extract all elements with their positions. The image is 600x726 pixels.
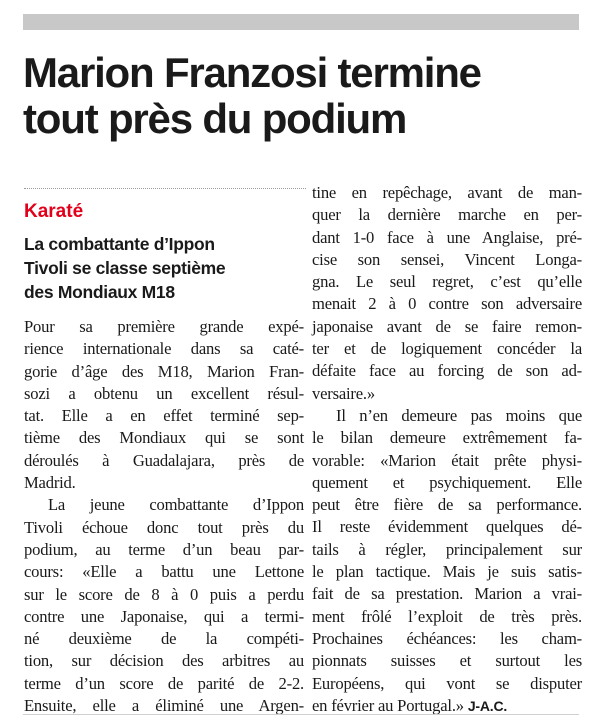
- body-line: tails à régler, principalement sur: [312, 539, 582, 559]
- body-line: peut être fière de sa performance.: [312, 495, 582, 515]
- body-line: tat. Elle a en effet terminé sep-: [24, 406, 304, 426]
- body-line: quement et psychiquement. Elle: [312, 472, 582, 492]
- body-line: cise son sensei, Vincent Longa-: [312, 249, 582, 269]
- body-line: tième des Mondiaux qui se sont: [24, 428, 304, 448]
- body-line: Pour sa première grande expé-: [24, 317, 304, 336]
- headline-line-2: tout près du podium: [23, 95, 407, 142]
- body-line: en février au Portugal.»: [312, 695, 464, 715]
- body-line: gorie d’âge des M18, Marion Fran-: [24, 361, 304, 381]
- body-line: japonaise avant de se faire remon-: [312, 316, 582, 336]
- body-line: tine en repêchage, avant de man-: [312, 183, 582, 202]
- body-line: ter et de logiquement concéder la: [312, 339, 582, 359]
- body-column-right: [312, 182, 582, 717]
- author-signature: J-A.C.: [467, 697, 508, 714]
- body-line: gna. Le seul regret, c’est qu’elle: [312, 272, 582, 292]
- standfirst-line: des Mondiaux M18: [24, 282, 175, 302]
- body-line: sur le score de 8 à 0 puis a perdu: [24, 584, 304, 604]
- body-line: Européens, qui vont se disputer: [312, 673, 582, 693]
- body-line: Il reste évidemment quelques dé-: [312, 517, 582, 537]
- body-column-left: [24, 316, 304, 717]
- body-line: Madrid.: [24, 473, 76, 493]
- body-line: La jeune combattante d’Ippon: [48, 495, 304, 515]
- top-bar: [23, 14, 579, 30]
- body-line: tion, sur décision des arbitres au: [24, 651, 304, 671]
- body-line: déroulés à Guadalajara, près de: [24, 450, 304, 470]
- body-line: terme d’un score de parité de 2-2.: [24, 673, 304, 693]
- body-line: vorable: «Marion était prête physi-: [312, 450, 582, 470]
- body-line: né deuxième de la compéti-: [24, 629, 304, 649]
- body-line: Prochaines échéances: les cham-: [312, 628, 582, 648]
- body-line: Tivoli échoue donc tout près du: [24, 517, 304, 537]
- body-line: versaire.»: [312, 383, 375, 403]
- body-line: dant 1-0 face à une Anglaise, pré-: [312, 227, 582, 247]
- headline: [23, 50, 583, 142]
- standfirst: [24, 232, 304, 304]
- body-line: Il n’en demeure pas moins que: [336, 405, 582, 425]
- section-rule: [24, 188, 306, 189]
- bottom-rule: [23, 714, 579, 715]
- body-line: rience internationale dans sa caté-: [24, 339, 304, 359]
- body-line: sozi a obtenu un excellent résul-: [24, 383, 304, 403]
- body-line: le bilan demeure extrêmement fa-: [312, 428, 582, 448]
- body-line: ment frôlé l’exploit de très près.: [312, 606, 582, 626]
- body-line: fait de sa prestation. Marion a vrai-: [312, 584, 582, 604]
- body-line: contre une Japonaise, qui a termi-: [24, 606, 304, 626]
- body-line: pionnats suisses et surtout les: [312, 651, 582, 671]
- headline-line-1: Marion Franzosi termine: [23, 49, 481, 96]
- body-line: menait 2 à 0 contre son adversaire: [312, 294, 582, 314]
- body-line: le plan tactique. Mais je suis satis-: [312, 562, 582, 582]
- kicker: Karaté: [24, 201, 84, 222]
- body-line: Ensuite, elle a éliminé une Argen-: [24, 696, 304, 716]
- body-line: quer la dernière marche en per-: [312, 205, 582, 225]
- body-line: podium, au terme d’un beau par-: [24, 539, 304, 559]
- standfirst-line: Tivoli se classe septième: [24, 258, 226, 278]
- body-line: défaite face au forcing de son ad-: [312, 361, 582, 381]
- standfirst-line: La combattante d’Ippon: [24, 234, 215, 254]
- body-line: cours: «Elle a battu une Lettone: [24, 562, 304, 582]
